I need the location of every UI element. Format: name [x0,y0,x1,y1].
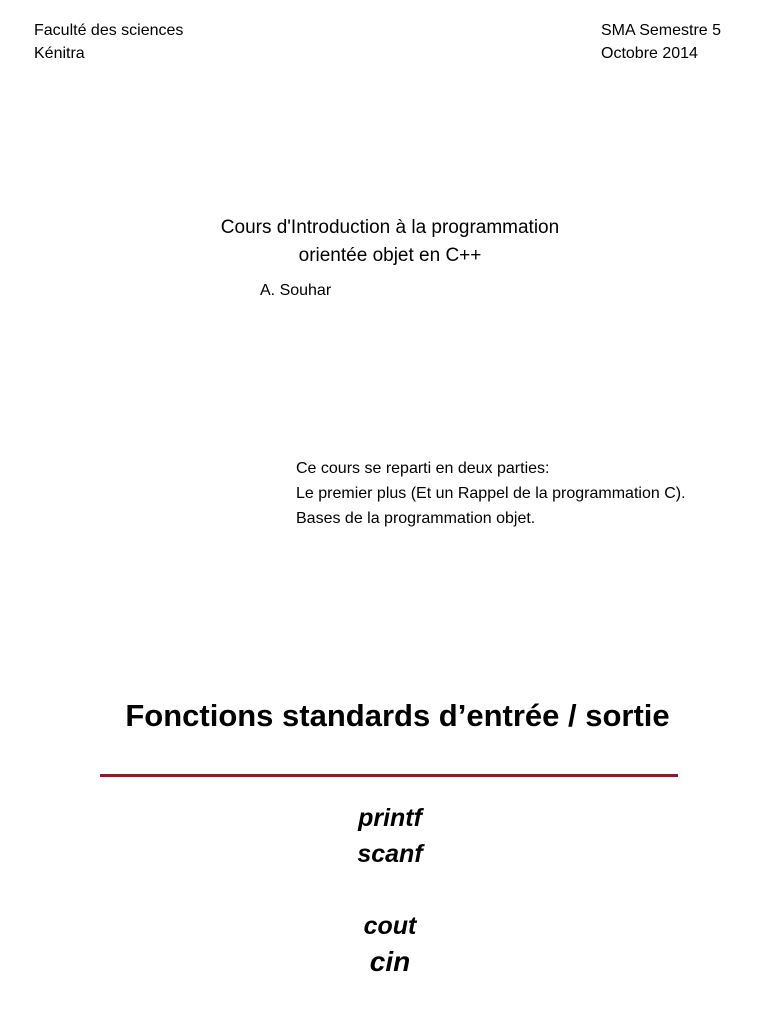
description-line-1: Ce cours se reparti en deux parties: [296,460,550,477]
semester-label: SMA Semestre 5 [601,22,722,39]
heading-divider [100,774,678,777]
semester-header [601,19,721,65]
function-cout: cout [363,912,417,940]
institution-header [34,19,183,65]
function-printf: printf [358,804,422,832]
function-group-spacer [0,872,768,908]
city-name: Kénitra [34,45,85,62]
course-title [0,214,768,270]
author-name: A. Souhar [260,282,332,299]
course-title-line-2: orientée objet en C++ [298,245,482,266]
faculty-name: Faculté des sciences [34,22,184,39]
function-scanf: scanf [357,840,423,868]
course-title-line-1: Cours d'Introduction à la programmation [220,217,560,238]
io-function-list [0,800,768,980]
function-cin: cin [369,946,411,977]
section-heading: Fonctions standards d’entrée / sortie [125,698,670,733]
description-line-3: Bases de la programmation objet. [296,510,536,527]
course-description [296,456,686,531]
description-line-2: Le premier plus (Et un Rappel de la programmation C). [296,485,686,502]
date-label: Octobre 2014 [601,45,698,62]
